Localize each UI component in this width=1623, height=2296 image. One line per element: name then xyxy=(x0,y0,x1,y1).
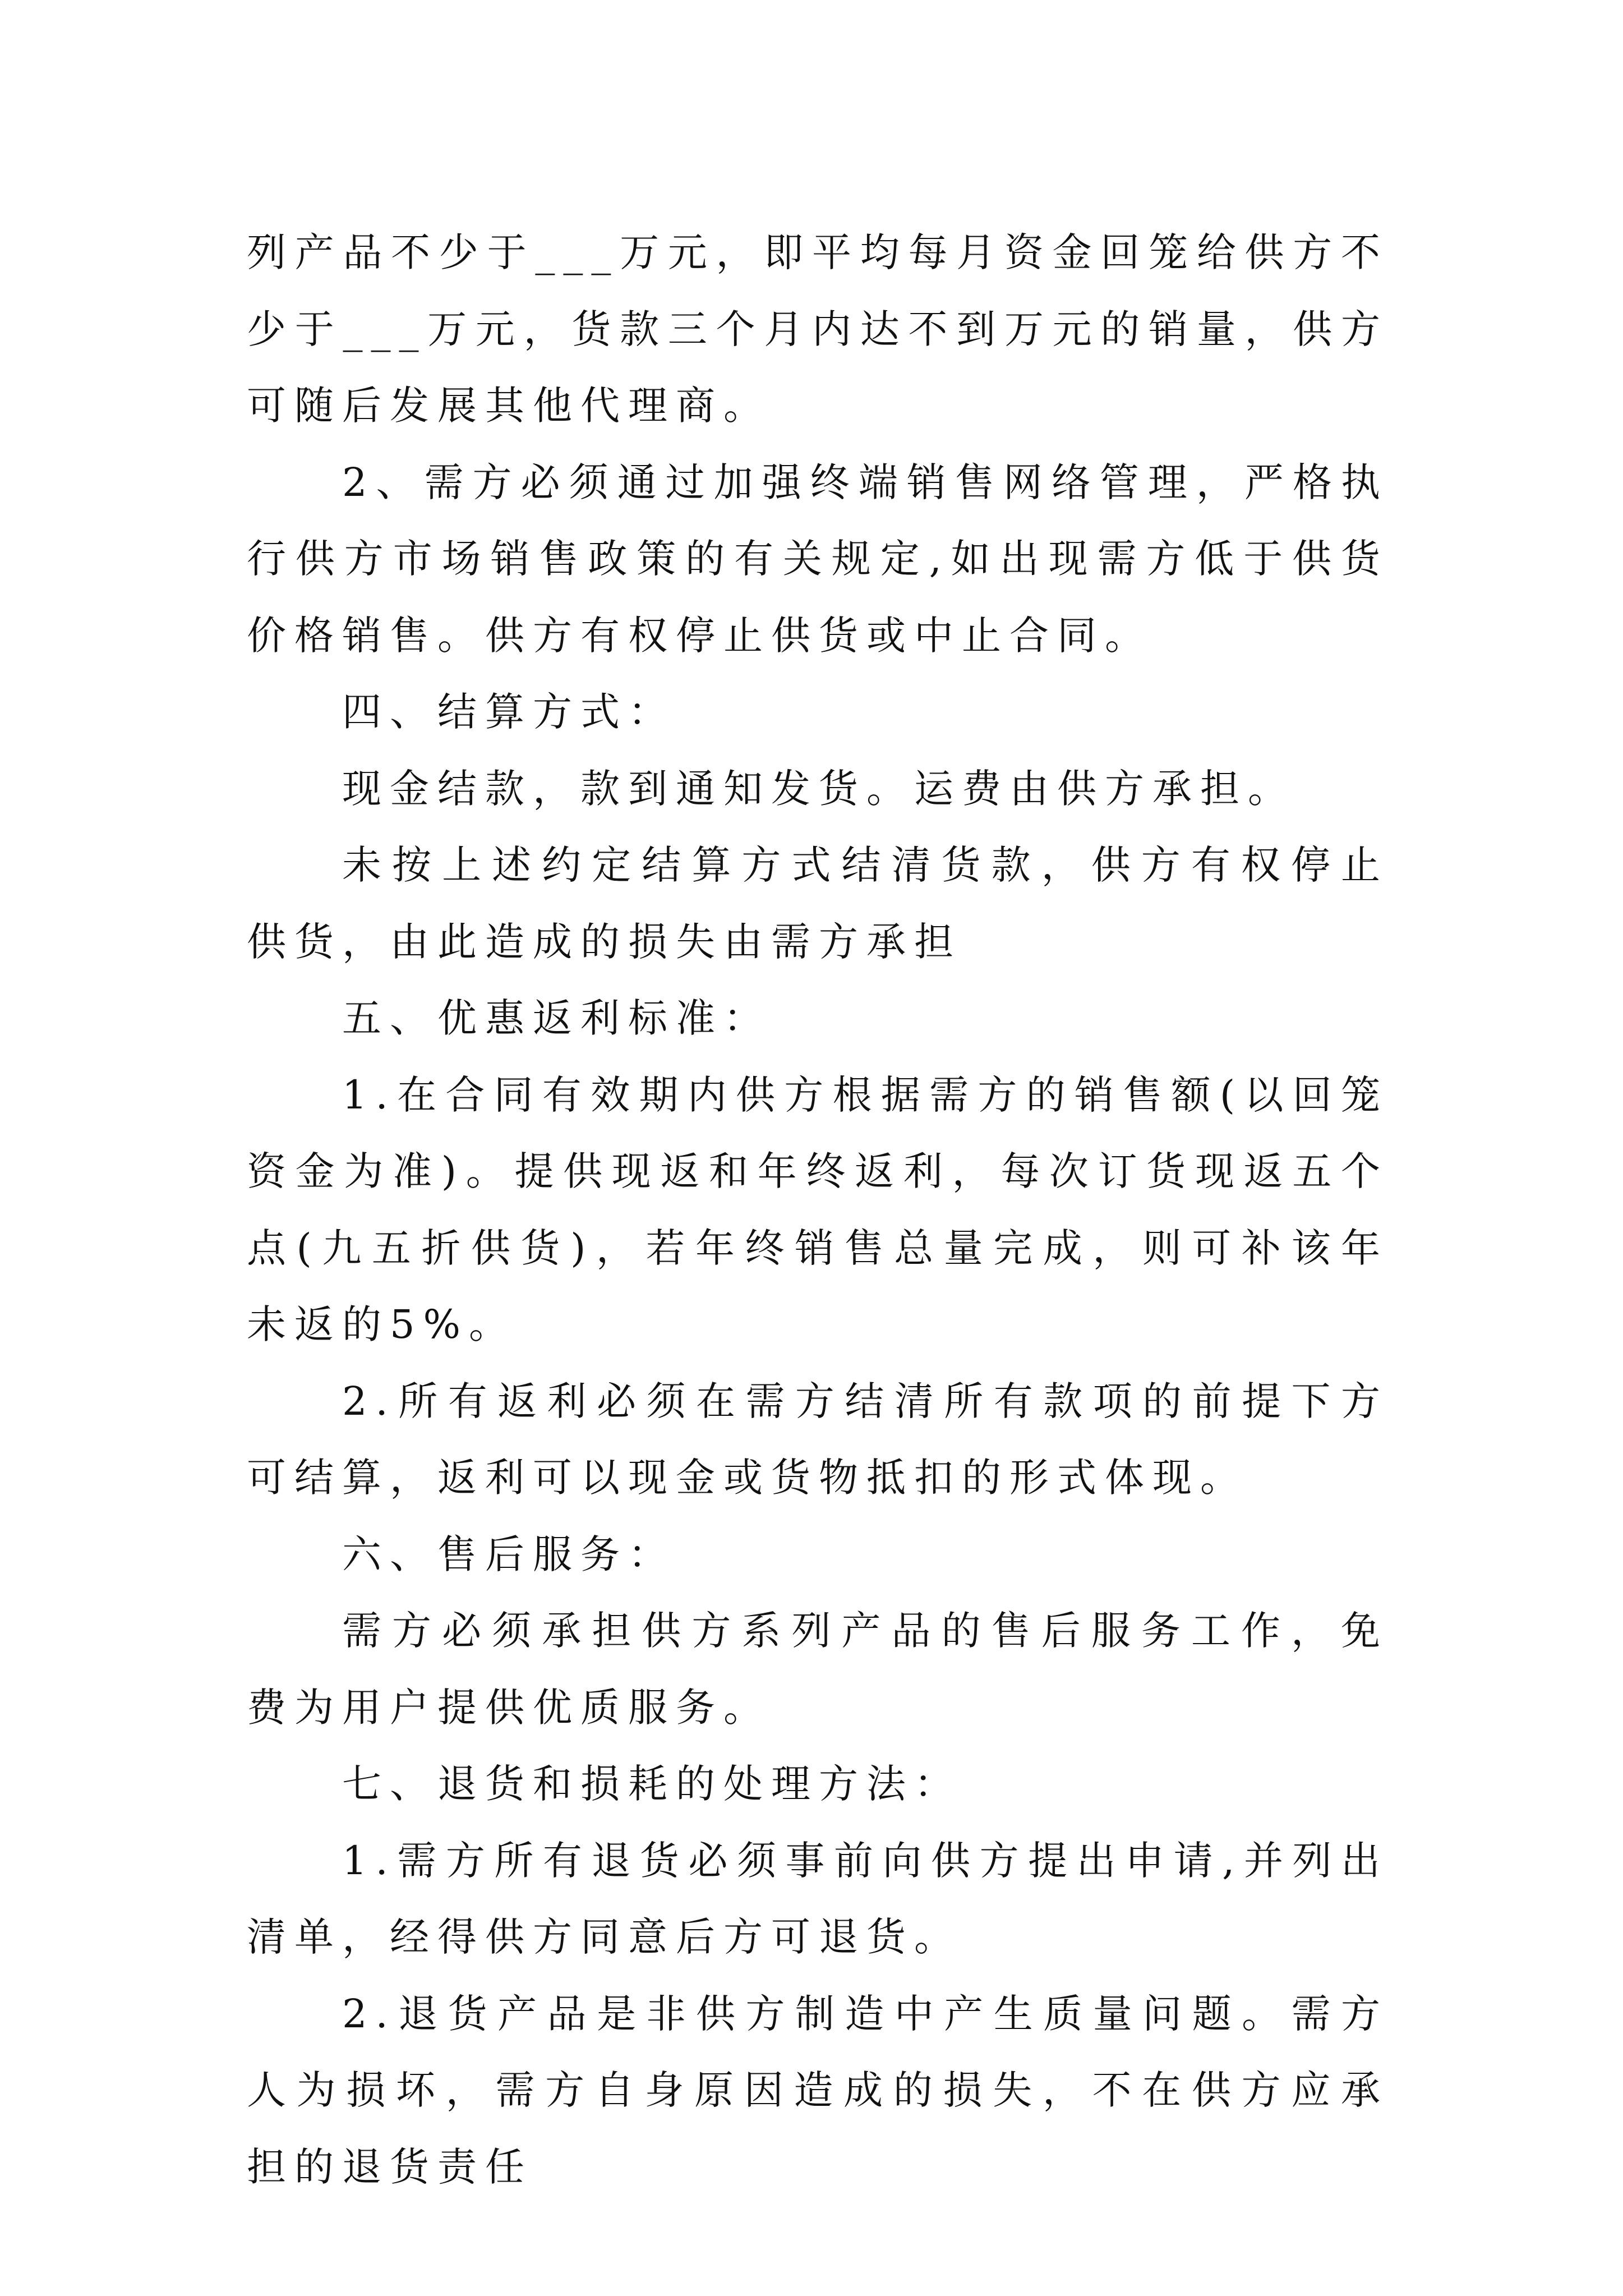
paragraph-settlement-penalty: 未按上述约定结算方式结清货款，供方有权停止供货，由此造成的损失由需方承担 xyxy=(247,842,1389,965)
paragraph-continuation: 列产品不少于___万元，即平均每月资金回笼给供方不少于___万元，货款三个月内达不到万元的销量，供方可随后发展其他代理商。 xyxy=(247,229,1389,429)
section-heading-returns: 七、退货和损耗的处理方法： xyxy=(342,1761,962,1807)
paragraph-rebate-2: 2.所有返利必须在需方结清所有款项的前提下方可结算，返利可以现金或货物抵扣的形式体现。 xyxy=(247,1378,1389,1501)
section-heading-rebate: 五、优惠返利标准： xyxy=(342,995,771,1041)
paragraph-after-sales: 需方必须承担供方系列产品的售后服务工作，免费为用户提供优质服务。 xyxy=(247,1608,1389,1731)
section-heading-settlement: 四、结算方式： xyxy=(342,689,676,735)
paragraph-cash-settlement: 现金结款，款到通知发货。运费由供方承担。 xyxy=(342,765,1295,812)
section-heading-after-sales: 六、售后服务： xyxy=(342,1531,676,1577)
paragraph-returns-1: 1.需方所有退货必须事前向供方提出申请,并列出清单，经得供方同意后方可退货。 xyxy=(247,1837,1389,1960)
paragraph-returns-2: 2.退货产品是非供方制造中产生质量问题。需方人为损坏，需方自身原因造成的损失，不在供方应承担的退货责任 xyxy=(247,1990,1389,2190)
paragraph-rebate-1: 1.在合同有效期内供方根据需方的销售额(以回笼资金为准)。提供现返和年终返利，每次订货现返五个点(九五折供货)，若年终销售总量完成，则可补该年未返的5%。 xyxy=(247,1071,1389,1347)
document-body xyxy=(247,214,1389,2205)
paragraph-clause-2: 2、需方必须通过加强终端销售网络管理，严格执行供方市场销售政策的有关规定,如出现需方低于供货价格销售。供方有权停止供货或中止合同。 xyxy=(247,459,1389,659)
